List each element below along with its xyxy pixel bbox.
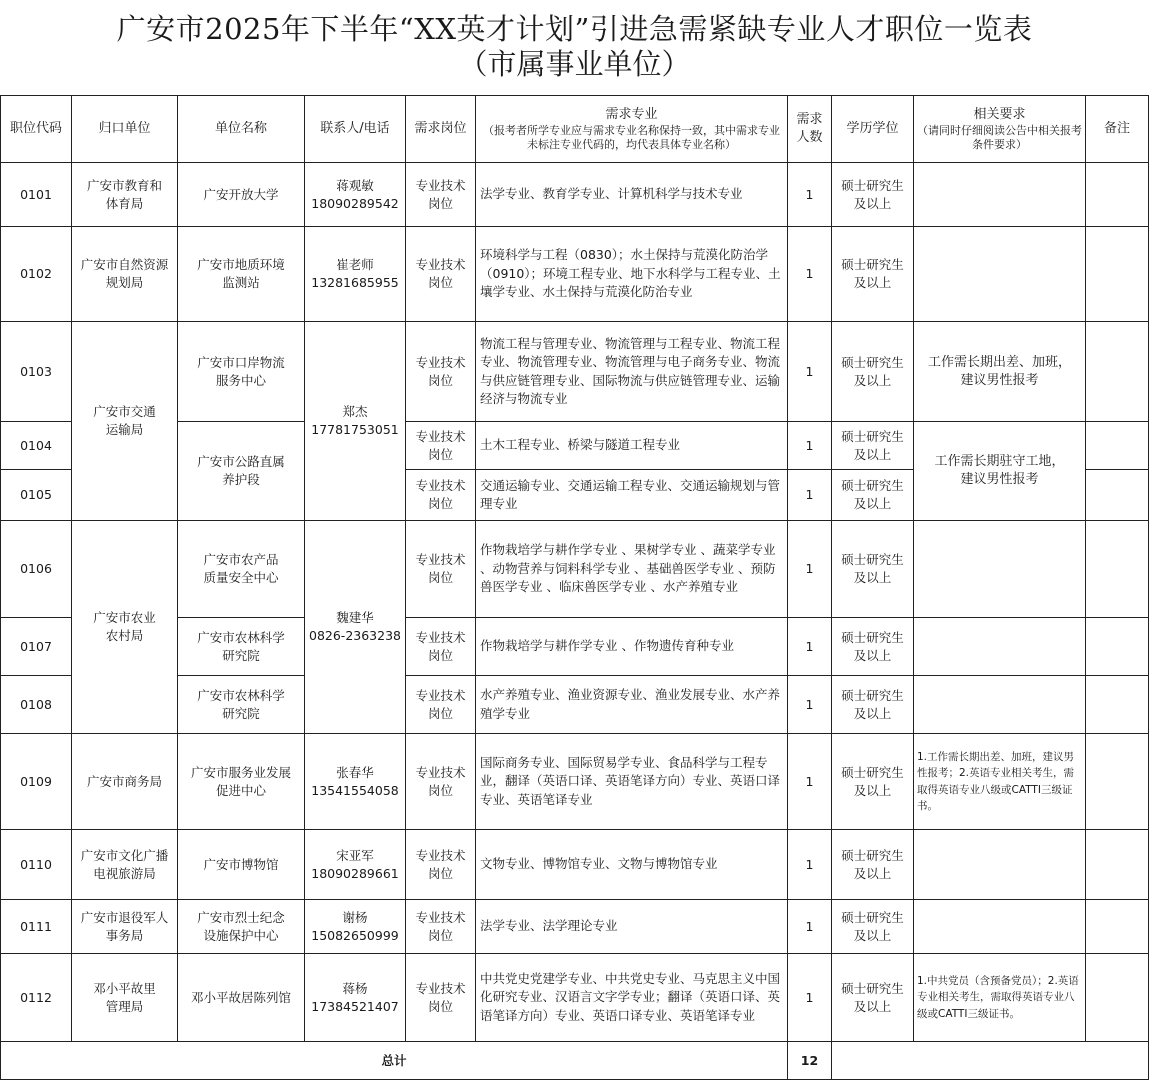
contact-name: 谢杨: [342, 909, 368, 925]
major-cell: 环境科学与工程（0830）；水土保持与荒漠化防治学（0910）；环境工程专业、地下水科学与工程专业、土壤学专业、水土保持与荒漠化防治专业: [476, 227, 788, 322]
header-unit: 单位名称: [178, 96, 305, 163]
remark-cell: [1086, 618, 1149, 676]
edu-cell: 硕士研究生 及以上: [832, 618, 914, 676]
contact-name: 蒋观敏: [336, 177, 374, 193]
header-req: [914, 96, 1086, 163]
table-body: [1, 96, 1149, 1080]
total-label: 总计: [1, 1042, 788, 1080]
major-cell: 法学专业、法学理论专业: [476, 900, 788, 954]
table-row: [1, 830, 1149, 900]
count-cell: 1: [788, 227, 832, 322]
contact-name: 郑杰: [342, 404, 368, 419]
code-cell: 0112: [1, 954, 72, 1042]
count-cell: 1: [788, 830, 832, 900]
major-cell: 土木工程专业、桥梁与隧道工程专业: [476, 422, 788, 470]
unit-cell: 广安市农产品 质量安全中心: [178, 521, 305, 618]
post-cell: 专业技术 岗位: [406, 227, 476, 322]
contact-name: 魏建华: [336, 610, 374, 625]
positions-table: [0, 95, 1149, 1080]
count-cell: 1: [788, 422, 832, 470]
contact-name: 蒋杨: [342, 980, 368, 996]
contact-phone: 17781753051: [311, 422, 399, 437]
unit-cell: 广安开放大学: [178, 163, 305, 227]
remark-cell: [1086, 734, 1149, 830]
dept-cell: 广安市农业 农村局: [72, 521, 178, 734]
contact-phone: 13281685955: [311, 275, 399, 290]
major-cell: 作物栽培学与耕作学专业 、作物遗传育种专业: [476, 618, 788, 676]
req-cell: 工作需长期出差、加班， 建议男性报考: [914, 322, 1086, 422]
code-cell: 0102: [1, 227, 72, 322]
contact-cell: [305, 227, 406, 322]
dept-cell: 广安市交通 运输局: [72, 322, 178, 521]
edu-cell: 硕士研究生 及以上: [832, 470, 914, 521]
remark-cell: [1086, 422, 1149, 470]
contact-phone: 15082650999: [311, 927, 399, 943]
table-row: [1, 734, 1149, 830]
contact-cell: [305, 521, 406, 734]
post-cell: 专业技术 岗位: [406, 422, 476, 470]
unit-cell: 邓小平故居陈列馆: [178, 954, 305, 1042]
total-row: [1, 1042, 1149, 1080]
unit-cell: 广安市口岸物流 服务中心: [178, 322, 305, 422]
dept-cell: 广安市自然资源 规划局: [72, 227, 178, 322]
major-cell: 法学专业、教育学专业、计算机科学与技术专业: [476, 163, 788, 227]
req-cell: 1.工作需长期出差、加班，建议男性报考；2.英语专业相关考生，需取得英语专业八级或CATTI三级证书。: [914, 734, 1086, 830]
unit-cell: 广安市农林科学 研究院: [178, 618, 305, 676]
contact-name: 崔老师: [336, 257, 374, 272]
post-cell: 专业技术 岗位: [406, 163, 476, 227]
unit-cell: 广安市服务业发展 促进中心: [178, 734, 305, 830]
header-contact: 联系人/电话: [305, 96, 406, 163]
contact-cell: [305, 900, 406, 954]
contact-cell: [305, 163, 406, 227]
unit-cell: 广安市地质环境 监测站: [178, 227, 305, 322]
code-cell: 0110: [1, 830, 72, 900]
req-cell: [914, 900, 1086, 954]
table-row: [1, 322, 1149, 422]
total-count: 12: [788, 1042, 832, 1080]
table-row: [1, 900, 1149, 954]
contact-phone: 18090289542: [311, 195, 399, 211]
page-subtitle: （市属事业单位）: [458, 47, 691, 81]
dept-cell: 广安市教育和 体育局: [72, 163, 178, 227]
edu-cell: 硕士研究生 及以上: [832, 422, 914, 470]
code-cell: 0103: [1, 322, 72, 422]
header-edu: 学历学位: [832, 96, 914, 163]
edu-cell: 硕士研究生 及以上: [832, 227, 914, 322]
edu-cell: 硕士研究生 及以上: [832, 734, 914, 830]
edu-cell: 硕士研究生 及以上: [832, 900, 914, 954]
code-cell: 0107: [1, 618, 72, 676]
edu-cell: 硕士研究生 及以上: [832, 954, 914, 1042]
code-cell: 0108: [1, 676, 72, 734]
dept-cell: 广安市文化广播 电视旅游局: [72, 830, 178, 900]
code-cell: 0101: [1, 163, 72, 227]
req-cell: [914, 521, 1086, 618]
req-cell: 1.中共党员（含预备党员）；2.英语专业相关考生，需取得英语专业八级或CATTI三级证书。: [914, 954, 1086, 1042]
count-cell: 1: [788, 676, 832, 734]
unit-cell: 广安市烈士纪念 设施保护中心: [178, 900, 305, 954]
post-cell: 专业技术 岗位: [406, 322, 476, 422]
remark-cell: [1086, 954, 1149, 1042]
total-empty: [832, 1042, 1149, 1080]
title-area: [0, 0, 1149, 95]
major-cell: 物流工程与管理专业、物流管理与工程专业、物流工程专业、物流管理专业、物流管理与电子商务专业、物流与供应链管理专业、国际物流与供应链管理专业、运输经济与物流专业: [476, 322, 788, 422]
req-cell: [914, 163, 1086, 227]
header-major-title: 需求专业: [605, 107, 658, 122]
contact-cell: [305, 830, 406, 900]
count-cell: 1: [788, 521, 832, 618]
edu-cell: 硕士研究生 及以上: [832, 830, 914, 900]
page-title: 广安市2025年下半年“XX英才计划”引进急需紧缺专业人才职位一览表: [116, 12, 1033, 46]
dept-cell: 邓小平故里 管理局: [72, 954, 178, 1042]
remark-cell: [1086, 227, 1149, 322]
unit-cell: 广安市公路直属 养护段: [178, 422, 305, 521]
count-cell: 1: [788, 163, 832, 227]
table-row: [1, 163, 1149, 227]
code-cell: 0104: [1, 422, 72, 470]
count-cell: 1: [788, 470, 832, 521]
contact-phone: 18090289661: [311, 865, 399, 881]
header-post: 需求岗位: [406, 96, 476, 163]
post-cell: 专业技术 岗位: [406, 470, 476, 521]
remark-cell: [1086, 676, 1149, 734]
major-cell: 国际商务专业、国际贸易学专业、食品科学与工程专业，翻译（英语口译、英语笔译方向）专业、英语口译专业、英语笔译专业: [476, 734, 788, 830]
contact-cell: [305, 954, 406, 1042]
edu-cell: 硕士研究生 及以上: [832, 521, 914, 618]
header-remark: 备注: [1086, 96, 1149, 163]
contact-phone: 13541554058: [311, 782, 399, 798]
edu-cell: 硕士研究生 及以上: [832, 322, 914, 422]
count-cell: 1: [788, 900, 832, 954]
edu-cell: 硕士研究生 及以上: [832, 163, 914, 227]
count-cell: 1: [788, 322, 832, 422]
unit-cell: 广安市农林科学 研究院: [178, 676, 305, 734]
table-row: [1, 954, 1149, 1042]
header-major: [476, 96, 788, 163]
edu-cell: 硕士研究生 及以上: [832, 676, 914, 734]
major-cell: 中共党史党建学专业、中共党史专业、马克思主义中国化研究专业、汉语言文字学专业；翻译（英语口译、英语笔译方向）专业、英语口译专业、英语笔译专业: [476, 954, 788, 1042]
count-cell: 1: [788, 954, 832, 1042]
header-dept: 归口单位: [72, 96, 178, 163]
header-count-text: 需求 人数: [796, 112, 823, 145]
count-cell: 1: [788, 618, 832, 676]
table-row: [1, 227, 1149, 322]
count-cell: 1: [788, 734, 832, 830]
header-row: [1, 96, 1149, 163]
req-cell: [914, 618, 1086, 676]
contact-name: 宋亚军: [336, 847, 374, 863]
major-cell: 交通运输专业、交通运输工程专业、交通运输规划与管理专业: [476, 470, 788, 521]
header-major-note: （报考者所学专业应与需求专业名称保持一致，其中需求专业未标注专业代码的，均代表具体专业名称）: [483, 124, 780, 151]
table-row: [1, 521, 1149, 618]
remark-cell: [1086, 900, 1149, 954]
code-cell: 0106: [1, 521, 72, 618]
contact-cell: [305, 734, 406, 830]
remark-cell: [1086, 830, 1149, 900]
major-cell: 文物专业、博物馆专业、文物与博物馆专业: [476, 830, 788, 900]
post-cell: 专业技术 岗位: [406, 618, 476, 676]
dept-cell: 广安市商务局: [72, 734, 178, 830]
header-req-note: （请同时仔细阅读公告中相关报考条件要求）: [917, 124, 1082, 151]
req-cell: [914, 227, 1086, 322]
contact-phone: 17384521407: [311, 998, 399, 1014]
post-cell: 专业技术 岗位: [406, 676, 476, 734]
req-cell: 工作需长期驻守工地， 建议男性报考: [914, 422, 1086, 521]
remark-cell: [1086, 521, 1149, 618]
major-cell: 水产养殖专业、渔业资源专业、渔业发展专业、水产养殖学专业: [476, 676, 788, 734]
major-cell: 作物栽培学与耕作学专业 、果树学专业 、蔬菜学专业 、动物营养与饲料科学专业 、基础兽医学专业 、预防兽医学专业 、临床兽医学专业 、水产养殖专业: [476, 521, 788, 618]
code-cell: 0111: [1, 900, 72, 954]
remark-cell: [1086, 322, 1149, 422]
code-cell: 0105: [1, 470, 72, 521]
header-count: [788, 96, 832, 163]
unit-cell: 广安市博物馆: [178, 830, 305, 900]
post-cell: 专业技术 岗位: [406, 521, 476, 618]
post-cell: 专业技术 岗位: [406, 734, 476, 830]
req-cell: [914, 830, 1086, 900]
remark-cell: [1086, 470, 1149, 521]
header-req-title: 相关要求: [973, 107, 1026, 122]
contact-name: 张春华: [336, 764, 374, 780]
header-code: 职位代码: [1, 96, 72, 163]
code-cell: 0109: [1, 734, 72, 830]
dept-cell: 广安市退役军人 事务局: [72, 900, 178, 954]
post-cell: 专业技术 岗位: [406, 830, 476, 900]
remark-cell: [1086, 163, 1149, 227]
contact-cell: [305, 322, 406, 521]
contact-phone: 0826-2363238: [309, 628, 401, 643]
post-cell: 专业技术 岗位: [406, 954, 476, 1042]
post-cell: 专业技术 岗位: [406, 900, 476, 954]
req-cell: [914, 676, 1086, 734]
